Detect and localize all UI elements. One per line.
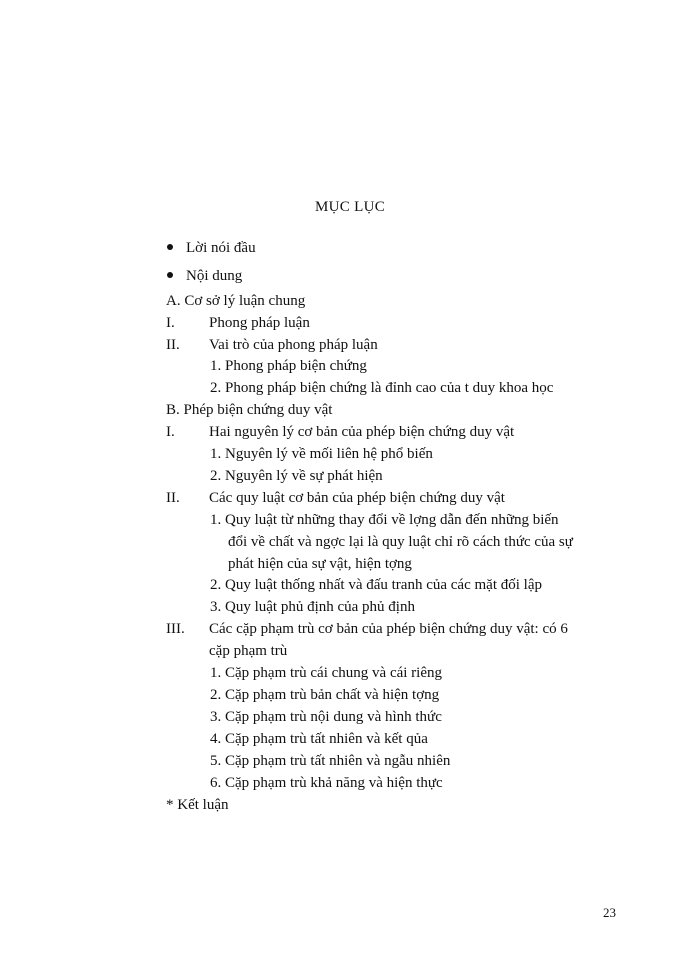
- section-b-iii-text-continuation: cặp phạm trù: [209, 643, 288, 659]
- conclusion-entry: * Kết luận: [166, 797, 229, 813]
- list-item: 3. Quy luật phủ định của phủ định: [210, 599, 415, 615]
- content-entry: Nội dung: [186, 268, 243, 284]
- section-a-i-number: I.: [166, 315, 175, 331]
- section-b-iii-text: Các cặp phạm trù cơ bản của phép biện chứng duy vật: có 6: [209, 621, 568, 637]
- section-a-i-text: Phong pháp luận: [209, 315, 310, 331]
- section-a-ii-text: Vai trò của phong pháp luận: [209, 337, 378, 353]
- section-b-heading: B. Phép biện chứng duy vật: [166, 402, 333, 418]
- preface-entry: Lời nói đầu: [186, 240, 256, 256]
- list-item: 2. Nguyên lý về sự phát hiện: [210, 468, 383, 484]
- list-item: 1. Phong pháp biện chứng: [210, 358, 367, 374]
- list-item: 2. Quy luật thống nhất và đấu tranh của các mặt đối lập: [210, 577, 542, 593]
- section-b-iii-number: III.: [166, 621, 185, 637]
- list-item: 1. Quy luật từ những thay đổi về lợng dẫn đến những biến: [210, 512, 559, 528]
- list-item: 4. Cặp phạm trù tất nhiên và kết qủa: [210, 731, 428, 747]
- section-a-heading: A. Cơ sở lý luận chung: [166, 293, 306, 309]
- list-item-continuation: đổi về chất và ngợc lại là quy luật chỉ rõ cách thức của sự: [228, 534, 573, 550]
- section-b-i-number: I.: [166, 424, 175, 440]
- page-number: 23: [603, 905, 616, 920]
- list-item: 3. Cặp phạm trù nội dung và hình thức: [210, 709, 442, 725]
- list-item-continuation: phát hiện của sự vật, hiện tợng: [228, 556, 412, 572]
- list-item: 5. Cặp phạm trù tất nhiên và ngẫu nhiên: [210, 753, 451, 769]
- list-item: 1. Nguyên lý về mối liên hệ phổ biến: [210, 446, 433, 462]
- section-a-ii-number: II.: [166, 337, 180, 353]
- page-title: MỤC LỤC: [314, 199, 386, 215]
- list-item: 6. Cặp phạm trù khả năng và hiện thực: [210, 775, 443, 791]
- list-item: 1. Cặp phạm trù cái chung và cái riêng: [210, 665, 443, 681]
- list-item: 2. Phong pháp biện chứng là đỉnh cao của t duy khoa học: [210, 380, 554, 396]
- section-b-ii-number: II.: [166, 490, 180, 506]
- bullet-icon: [167, 244, 173, 250]
- list-item: 2. Cặp phạm trù bản chất và hiện tợng: [210, 687, 440, 703]
- section-b-ii-text: Các quy luật cơ bản của phép biện chứng duy vật: [209, 490, 505, 506]
- section-b-i-text: Hai nguyên lý cơ bản của phép biện chứng duy vật: [209, 424, 515, 440]
- bullet-icon: [167, 272, 173, 278]
